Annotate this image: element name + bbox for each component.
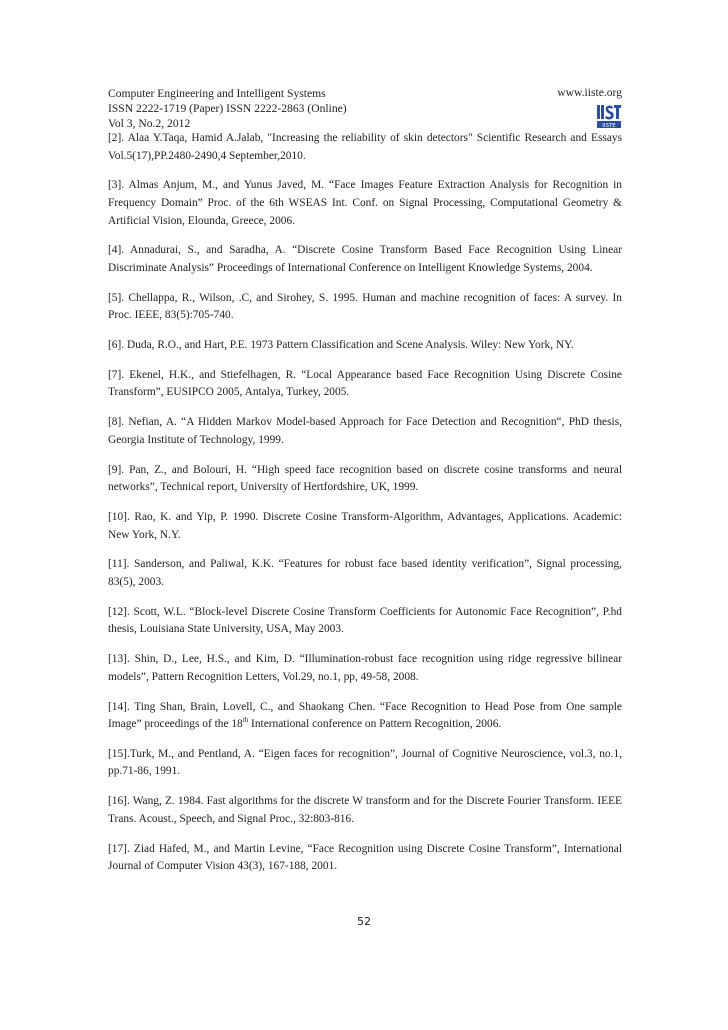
reference-item: [13]. Shin, D., Lee, H.S., and Kim, D. “Illumination-robust face recognition using ridge regressive bilinear models”, Pattern Recognition Letters, Vol.29, no.1, pp, 49-58, 2008. [108,653,622,683]
reference-item: [17]. Ziad Hafed, M., and Martin Levine, “Face Recognition using Discrete Cosine Transform”, International Journal of Computer Vision 43(3), 167-188, 2001. [108,842,622,873]
reference-14-text: [14]. Ting Shan, Brain, Lovell, C., and Shaokang Chen. “Face Recognition to Head Pose from One sample Image” proceedings of the 18 [108,700,622,731]
reference-item: [11]. Sanderson, and Paliwal, K.K. “Features for robust face based identity verification”, Signal processing, 83(5), 2003. [108,558,622,588]
journal-name: Computer Engineering and Intelligent Systems [108,87,326,100]
reference-item: [12]. Scott, W.L. “Block-level Discrete Cosine Transform Coefficients for Autonomic Face Recognition”, P.hd thesis, Louisiana State University, USA, May 2003. [108,605,622,636]
reference-item: [10]. Rao, K. and Yip, P. 1990. Discrete Cosine Transform-Algorithm, Advantages, Applications. Academic: New York, N.Y. [108,511,622,541]
journal-url-link[interactable]: www.iiste.org [557,86,622,99]
reference-item: [6]. Duda, R.O., and Hart, P.E. 1973 Pattern Classification and Scene Analysis. Wiley: New York, NY. [108,339,574,352]
volume-line: Vol 3, No.2, 2012 [108,117,191,130]
reference-item: [15].Turk, M., and Pentland, A. “Eigen faces for recognition”, Journal of Cognitive Neuroscience, vol.3, no.1, pp.71-86, 1991. [108,747,622,778]
reference-item-14 [108,699,622,734]
reference-14-superscript: th [242,716,249,725]
reference-item: [3]. Almas Anjum, M., and Yunus Javed, M. “Face Images Feature Extraction Analysis for Recognition in Frequency Domain” Proc. of the 6th WSEAS Int. Conf. on Signal Processing, Computational Geometry & Artificial Vision, Elounda, Greece, 2006. [108,179,622,227]
references-list [108,130,622,888]
reference-item: [16]. Wang, Z. 1984. Fast algorithms for the discrete W transform and for the Discrete Fourier Transform. IEEE Trans. Acoust., Speech, and Signal Proc., 32:803-816. [108,795,622,825]
reference-item: [8]. Nefian, A. “A Hidden Markov Model-based Approach for Face Detection and Recognition“, PhD thesis, Georgia Institute of Technology, 1999. [108,416,622,446]
iiste-logo-icon [596,100,622,130]
logo-text: IISTE [602,123,616,129]
page-number: 52 [357,915,371,928]
reference-item: [9]. Pan, Z., and Bolouri, H. “High speed face recognition based on discrete cosine transforms and neural networks”, Technical report, University of Hertfordshire, UK, 1999. [108,463,622,494]
reference-item: [4]. Annadurai, S., and Saradha, A. “Discrete Cosine Transform Based Face Recognition Using Linear Discriminate Analysis” Proceedings of International Conference on Intelligent Knowledge Systems, 2004. [108,244,622,274]
reference-item: [5]. Chellappa, R., Wilson, .C, and Sirohey, S. 1995. Human and machine recognition of faces: A survey. In Proc. IEEE, 83(5):705-740. [108,291,622,322]
issn-line: ISSN 2222-1719 (Paper) ISSN 2222-2863 (Online) [108,102,347,115]
reference-item: [2]. Alaa Y.Taqa, Hamid A.Jalab, "Increasing the reliability of skin detectors" Scientific Research and Essays Vol.5(17),PP.2480-2490,4 September,2010. [108,132,622,162]
reference-14-text-end: International conference on Pattern Recognition, 2006. [248,718,502,731]
reference-item: [7]. Ekenel, H.K., and Stiefelhagen, R. “Local Appearance based Face Recognition Using Discrete Cosine Transform”, EUSIPCO 2005, Antalya, Turkey, 2005. [108,368,622,399]
